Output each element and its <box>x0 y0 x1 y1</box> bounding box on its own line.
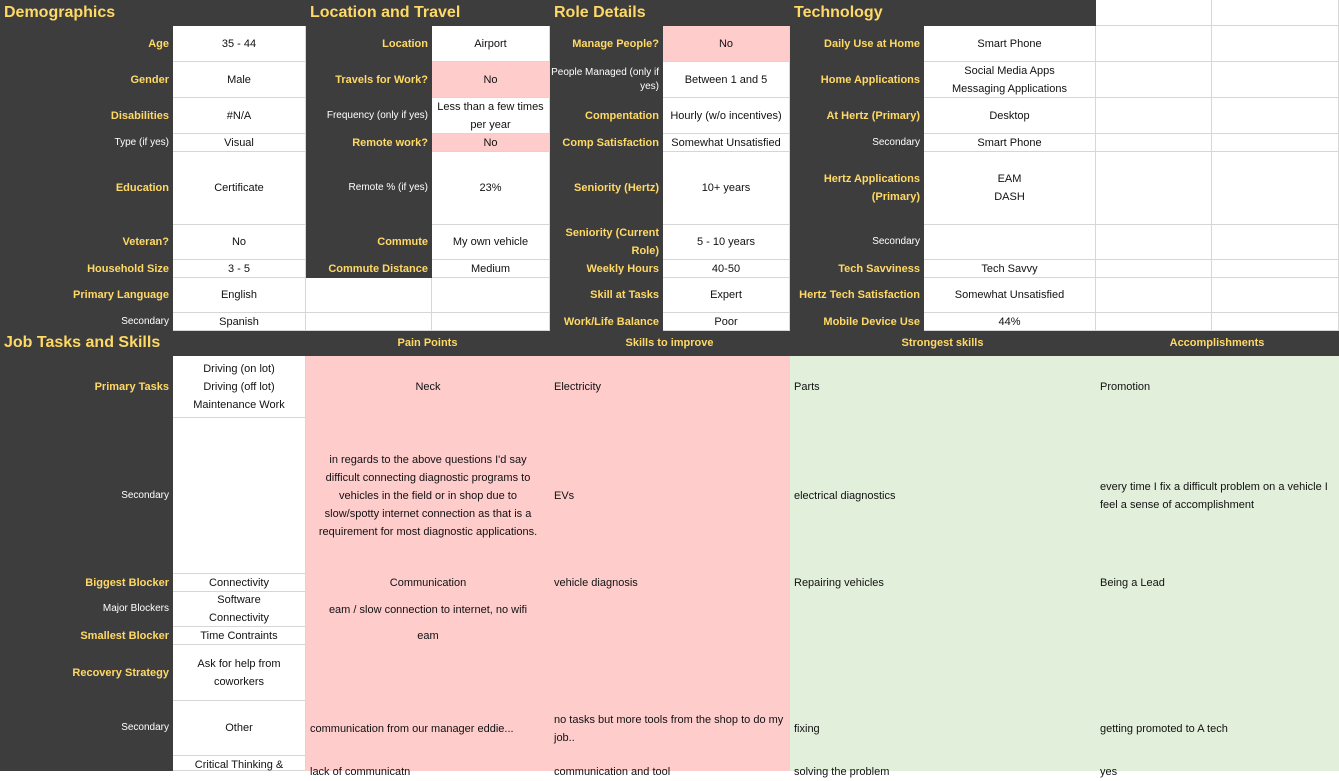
home-app-item: Social Media Apps <box>964 64 1055 77</box>
empty-cell[interactable] <box>1096 260 1212 278</box>
commute-distance-value[interactable]: Medium <box>432 260 550 278</box>
gender-value[interactable]: Male <box>173 62 306 98</box>
empty-cell[interactable] <box>1096 62 1212 98</box>
location-label: Location <box>306 26 432 62</box>
empty-cell[interactable] <box>1212 134 1339 152</box>
savviness-label: Tech Savviness <box>790 260 924 278</box>
accomplishment-cell[interactable]: Being a Lead <box>1096 574 1339 592</box>
remote-pct-label: Remote % (if yes) <box>306 152 432 225</box>
empty-cell[interactable] <box>1096 313 1212 331</box>
section-header-demographics: Demographics <box>0 0 306 26</box>
empty-cell[interactable] <box>1096 134 1212 152</box>
empty-cell[interactable] <box>1096 0 1212 26</box>
primary-task-item: Driving (off lot) <box>203 380 275 393</box>
empty-cell[interactable] <box>1212 313 1339 331</box>
mobile-label: Mobile Device Use <box>790 313 924 331</box>
biggest-blocker-label: Biggest Blocker <box>0 574 173 592</box>
strong-skill-cell[interactable]: Parts <box>790 356 1096 418</box>
accomplishment-cell[interactable]: Promotion <box>1096 356 1339 418</box>
hertz-primary-value[interactable]: Desktop <box>924 98 1096 134</box>
age-value[interactable]: 35 - 44 <box>173 26 306 62</box>
secondary-tasks-label: Secondary <box>0 418 173 574</box>
weekly-hours-label: Weekly Hours <box>550 260 663 278</box>
commute-value[interactable]: My own vehicle <box>432 225 550 260</box>
seniority-role-label: Seniority (Current Role) <box>550 225 663 260</box>
pain-point-cell[interactable]: lack of communicatn <box>306 756 550 771</box>
tech-satisfaction-label: Hertz Tech Satisfaction <box>790 278 924 313</box>
remote-value[interactable]: No <box>432 134 550 152</box>
column-header-strongest-skills: Strongest skills <box>790 331 1096 356</box>
section-header-technology: Technology <box>790 0 1096 26</box>
education-label: Education <box>0 152 173 225</box>
commute-label: Commute <box>306 225 432 260</box>
frequency-value[interactable]: Less than a few times per year <box>432 98 550 134</box>
primary-tasks-value[interactable] <box>173 356 306 418</box>
pain-point-cell[interactable]: eam <box>306 627 550 645</box>
manage-value[interactable]: No <box>663 26 790 62</box>
major-blocker-item: Software <box>217 594 261 606</box>
major-blockers-label: Major Blockers <box>0 592 173 627</box>
household-label: Household Size <box>0 260 173 278</box>
home-daily-value[interactable]: Smart Phone <box>924 26 1096 62</box>
skill-improve-cell[interactable]: EVs <box>550 418 790 574</box>
strong-skill-cell[interactable]: solving the problem <box>790 756 1096 771</box>
disability-type-label: Type (if yes) <box>0 134 173 152</box>
major-blocker-item: Connectivity <box>209 612 269 624</box>
weekly-hours-value[interactable]: 40-50 <box>663 260 790 278</box>
veteran-label: Veteran? <box>0 225 173 260</box>
section-header-tasks: Job Tasks and Skills <box>0 331 306 356</box>
apps-secondary-value[interactable] <box>924 225 1096 260</box>
recovery-strategy-label: Recovery Strategy <box>0 645 173 701</box>
recovery-secondary-label: Secondary <box>0 701 173 756</box>
language-label: Primary Language <box>0 278 173 313</box>
remote-pct-value[interactable]: 23% <box>432 152 550 225</box>
seniority-value[interactable]: 10+ years <box>663 152 790 225</box>
mobile-value[interactable]: 44% <box>924 313 1096 331</box>
biggest-blocker-value[interactable]: Connectivity <box>173 574 306 592</box>
disability-type-value[interactable]: Visual <box>173 134 306 152</box>
language-value[interactable]: English <box>173 278 306 313</box>
location-value[interactable]: Airport <box>432 26 550 62</box>
skill-label: Skill at Tasks <box>550 278 663 313</box>
empty-cell[interactable] <box>1212 0 1339 26</box>
people-managed-label: People Managed (only if yes) <box>550 62 663 98</box>
hertz-secondary-value[interactable]: Smart Phone <box>924 134 1096 152</box>
hertz-app-item: EAM <box>997 173 1022 185</box>
empty-cell[interactable] <box>1212 26 1339 62</box>
empty-cell[interactable] <box>1212 225 1339 260</box>
skill-improve-cell[interactable]: Electricity <box>550 356 790 418</box>
pain-point-cell[interactable]: eam / slow connection to internet, no wifi <box>306 592 550 627</box>
empty-cell[interactable] <box>1212 62 1339 98</box>
secondary-tasks-value[interactable] <box>173 418 306 574</box>
education-value[interactable]: Certificate <box>173 152 306 225</box>
empty-cell[interactable] <box>1212 98 1339 134</box>
critical-thinking-value[interactable]: Critical Thinking & <box>173 756 306 771</box>
accomplishment-cell[interactable]: every time I fix a difficult problem on a vehicle I feel a sense of accomplishment <box>1096 418 1339 574</box>
pain-point-cell[interactable]: communication from our manager eddie... <box>306 701 550 756</box>
empty-cell[interactable] <box>1212 278 1339 313</box>
home-daily-label: Daily Use at Home <box>790 26 924 62</box>
accomplishment-cell[interactable]: yes <box>1096 756 1339 771</box>
skill-improve-cell[interactable]: vehicle diagnosis <box>550 574 790 592</box>
commute-distance-label: Commute Distance <box>306 260 432 278</box>
strong-skill-cell[interactable]: electrical diagnostics <box>790 418 1096 574</box>
column-header-pain-points: Pain Points <box>306 331 550 356</box>
major-blockers-value[interactable] <box>173 592 306 627</box>
age-label: Age <box>0 26 173 62</box>
recovery-strategy-value[interactable]: Ask for help from coworkers <box>173 645 306 701</box>
empty-cell[interactable] <box>1212 152 1339 225</box>
compensation-value[interactable]: Hourly (w/o incentives) <box>663 98 790 134</box>
recovery-secondary-value[interactable]: Other <box>173 701 306 756</box>
veteran-value[interactable]: No <box>173 225 306 260</box>
remote-label: Remote work? <box>306 134 432 152</box>
empty-cell[interactable] <box>306 278 432 313</box>
people-managed-value[interactable]: Between 1 and 5 <box>663 62 790 98</box>
empty-cell[interactable] <box>1096 225 1212 260</box>
travels-label: Travels for Work? <box>306 62 432 98</box>
household-value[interactable]: 3 - 5 <box>173 260 306 278</box>
empty-cell[interactable] <box>1096 98 1212 134</box>
disabilities-value[interactable]: #N/A <box>173 98 306 134</box>
strong-skill-cell[interactable]: Repairing vehicles <box>790 574 1096 592</box>
pain-point-cell[interactable]: Neck <box>306 356 550 418</box>
home-apps-value[interactable] <box>924 62 1096 98</box>
apps-secondary-label: Secondary <box>790 225 924 260</box>
tech-satisfaction-value[interactable]: Somewhat Unsatisfied <box>924 278 1096 313</box>
manage-label: Manage People? <box>550 26 663 62</box>
empty-cell[interactable] <box>1212 260 1339 278</box>
travels-value[interactable]: No <box>432 62 550 98</box>
hertz-primary-label: At Hertz (Primary) <box>790 98 924 134</box>
empty-cell[interactable] <box>1096 152 1212 225</box>
empty-cell[interactable] <box>432 278 550 313</box>
skill-value[interactable]: Expert <box>663 278 790 313</box>
primary-task-item: Maintenance Work <box>193 398 285 411</box>
frequency-label: Frequency (only if yes) <box>306 98 432 134</box>
home-app-item: Messaging Applications <box>952 82 1067 95</box>
hertz-apps-label: Hertz Applications (Primary) <box>790 152 924 225</box>
section-header-location: Location and Travel <box>306 0 550 26</box>
strong-skill-cell[interactable]: fixing <box>790 701 1096 756</box>
primary-task-item: Driving (on lot) <box>203 362 275 375</box>
hertz-app-item: DASH <box>994 191 1025 203</box>
balance-label: Work/Life Balance <box>550 313 663 331</box>
compensation-label: Compentation <box>550 98 663 134</box>
column-header-accomplishments: Accomplishments <box>1096 331 1339 356</box>
seniority-role-value[interactable]: 5 - 10 years <box>663 225 790 260</box>
home-apps-label: Home Applications <box>790 62 924 98</box>
empty-cell[interactable] <box>1096 26 1212 62</box>
accomplishment-cell[interactable]: getting promoted to A tech <box>1096 701 1339 756</box>
balance-value[interactable]: Poor <box>663 313 790 331</box>
pain-point-cell[interactable]: in regards to the above questions I'd say difficult connecting diagnostic programs to vehicles in the field or in shop due to slow/spotty internet connection as that is a requirement for most diagnostic applications. <box>306 418 550 574</box>
comp-satisfaction-label: Comp Satisfaction <box>550 134 663 152</box>
hertz-apps-value[interactable] <box>924 152 1096 225</box>
secondary-language-value[interactable]: Spanish <box>173 313 306 331</box>
empty-cell[interactable] <box>1096 278 1212 313</box>
primary-tasks-label: Primary Tasks <box>0 356 173 418</box>
section-header-role: Role Details <box>550 0 790 26</box>
skill-improve-cell[interactable]: communication and tool <box>550 756 790 771</box>
gender-label: Gender <box>0 62 173 98</box>
savviness-value[interactable]: Tech Savvy <box>924 260 1096 278</box>
smallest-blocker-value[interactable]: Time Contraints <box>173 627 306 645</box>
hertz-secondary-label: Secondary <box>790 134 924 152</box>
seniority-label: Seniority (Hertz) <box>550 152 663 225</box>
smallest-blocker-label: Smallest Blocker <box>0 627 173 645</box>
skill-improve-cell[interactable]: no tasks but more tools from the shop to do my job.. <box>550 701 790 756</box>
pain-point-cell[interactable]: Communication <box>306 574 550 592</box>
disabilities-label: Disabilities <box>0 98 173 134</box>
partial-label-cell <box>0 756 173 771</box>
column-header-skills-improve: Skills to improve <box>550 331 790 356</box>
empty-cell[interactable] <box>306 313 432 331</box>
empty-cell[interactable] <box>432 313 550 331</box>
comp-satisfaction-value[interactable]: Somewhat Unsatisfied <box>663 134 790 152</box>
secondary-language-label: Secondary <box>0 313 173 331</box>
